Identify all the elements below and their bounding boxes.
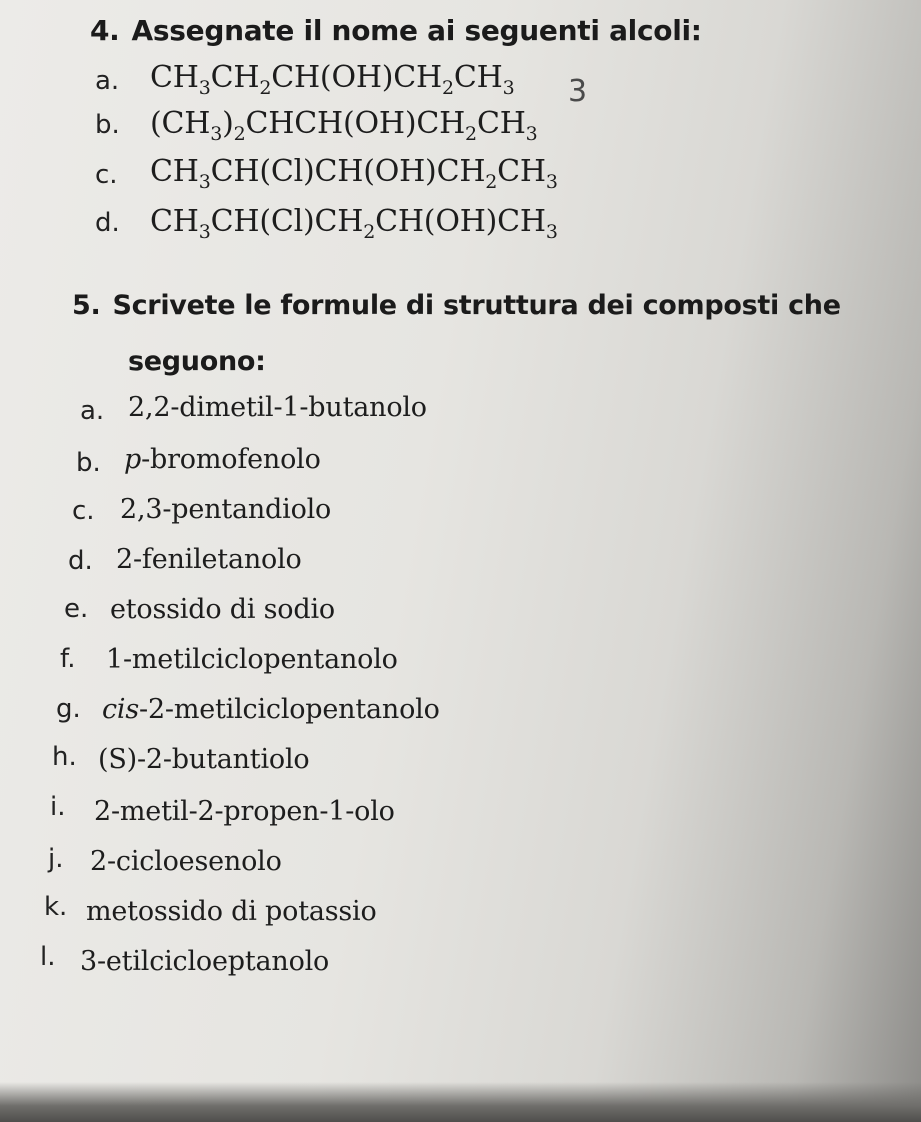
exercise-5-number: 5. bbox=[72, 290, 101, 321]
name-prefix: p bbox=[124, 444, 142, 475]
compound-name: 2-feniletanolo bbox=[116, 544, 302, 575]
compound-name: 2-metil-2-propen-1-olo bbox=[94, 796, 395, 827]
compound-name: cis-2-metilciclopentanolo bbox=[102, 694, 440, 725]
item-label: a. bbox=[80, 396, 105, 426]
exercise-5-title-line1: Scrivete le formule di struttura dei composti che bbox=[112, 290, 841, 321]
exercise-5-heading-line2 bbox=[128, 346, 266, 377]
handwritten-answer: 3 bbox=[568, 74, 588, 109]
item-label: g. bbox=[56, 694, 81, 724]
compound-name: 1-metilciclopentanolo bbox=[106, 644, 398, 675]
name-prefix: (S) bbox=[98, 744, 137, 775]
item-label: b. bbox=[76, 448, 101, 478]
compound-name: metossido di potassio bbox=[86, 896, 377, 927]
item-label: e. bbox=[64, 594, 89, 624]
item-label: a. bbox=[95, 66, 120, 96]
compound-name: 2-cicloesenolo bbox=[90, 846, 282, 877]
formula-b: $(CH_3)_2CHCH(OH)CH_2CH_3$ bbox=[150, 106, 538, 145]
item-label: c. bbox=[72, 496, 95, 526]
compound-name: 2,3-pentandiolo bbox=[120, 494, 332, 525]
formula-c: $CH_3CH(Cl)CH(OH)CH_2CH_3$ bbox=[150, 154, 558, 193]
formula-d: $CH_3CH(Cl)CH_2CH(OH)CH_3$ bbox=[150, 204, 558, 243]
compound-name: 2,2-dimetil-1-butanolo bbox=[128, 392, 427, 423]
item-label: d. bbox=[68, 546, 93, 576]
compound-name: p-bromofenolo bbox=[124, 444, 321, 475]
item-label: d. bbox=[95, 208, 120, 238]
item-label: h. bbox=[52, 742, 77, 772]
name-prefix: cis bbox=[102, 694, 140, 725]
exercise-4-number: 4. bbox=[90, 14, 120, 47]
compound-name: (S)-2-butantiolo bbox=[98, 744, 310, 775]
item-label: i. bbox=[50, 792, 66, 822]
exercise-4-title: Assegnate il nome ai seguenti alcoli: bbox=[131, 14, 702, 47]
compound-name: 3-etilcicloeptanolo bbox=[80, 946, 330, 977]
item-label: l. bbox=[40, 942, 56, 972]
exercise-5-heading bbox=[72, 290, 841, 321]
item-label: k. bbox=[44, 892, 68, 922]
page-bottom-shadow bbox=[0, 1082, 921, 1122]
item-label: b. bbox=[95, 110, 120, 140]
compound-name: etossido di sodio bbox=[110, 594, 335, 625]
item-label: f. bbox=[60, 644, 76, 674]
item-label: j. bbox=[48, 844, 64, 874]
exercise-4-heading bbox=[90, 14, 702, 47]
exercise-5-title-line2: seguono: bbox=[128, 346, 266, 377]
item-label: c. bbox=[95, 160, 118, 190]
formula-a: $CH_3CH_2CH(OH)CH_2CH_3$ bbox=[150, 60, 515, 99]
